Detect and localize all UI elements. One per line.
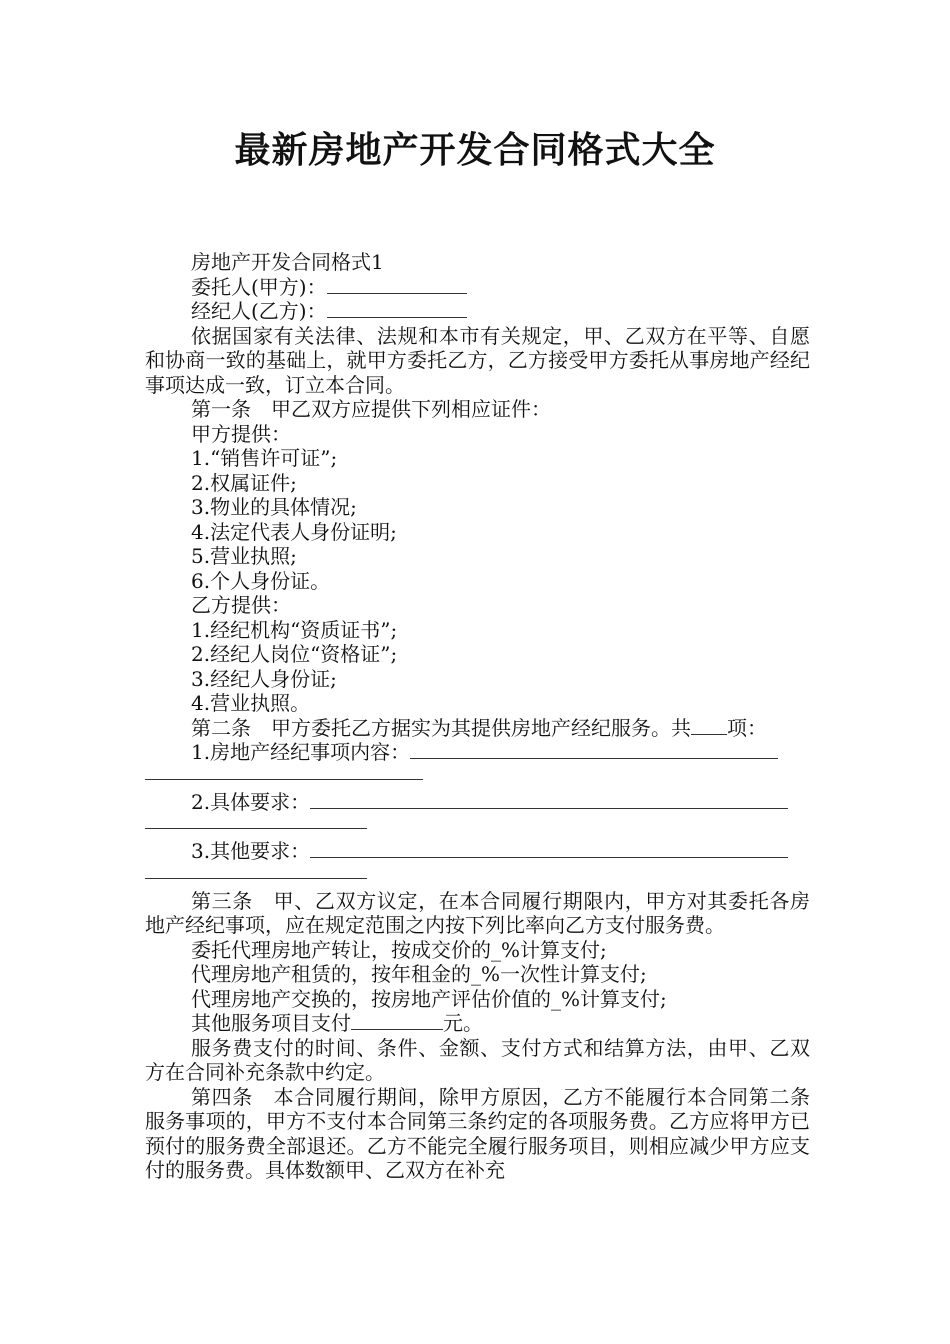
item-1-blank[interactable] [410, 741, 778, 759]
party-b-line: 经纪人(乙方)： [145, 299, 810, 324]
item-2-continuation-line[interactable] [145, 814, 367, 829]
item-1-continuation-line[interactable] [145, 765, 423, 780]
item-2-line: 2.具体要求： [145, 790, 810, 815]
item-3-continuation-line[interactable] [145, 864, 367, 879]
other-fee-blank[interactable] [351, 1012, 443, 1030]
article-2: 第二条 甲方委托乙方据实为其提供房地产经纪服务。共 项： [191, 715, 767, 740]
list-item: 2.权属证件; [191, 470, 297, 495]
list-item: 1.“销售许可证”; [191, 446, 338, 470]
party-a-blank[interactable] [327, 276, 467, 294]
intro-paragraph: 依据国家有关法律、法规和本市有关规定，甲、乙双方在平等、自愿和协商一致的基础上，就甲方委托乙方，乙方接受甲方委托从事房地产经纪事项达成一致，订立本合同。 [145, 323, 810, 397]
fee-item-other: 其他服务项目支付 元。 [191, 1011, 483, 1035]
item-3-line: 3.其他要求： [145, 839, 810, 864]
party-a-line: 委托人(甲方)： [145, 275, 810, 300]
party-b-provide-heading: 乙方提供： [191, 593, 291, 617]
article-4: 第四条 本合同履行期间，除甲方原因，乙方不能履行本合同第二条服务事项的，甲方不支付本合同第三条约定的各项服务费。乙方应将甲方已预付的服务费全部退还。乙方不能完全履行服务项目，则相应减少甲方应支付的服务费。具体数额甲、乙双方在补充 [145, 1084, 810, 1182]
item-count-blank[interactable] [691, 717, 727, 735]
document-title: 最新房地产开发合同格式大全 [234, 130, 716, 171]
fee-item: 代理房地产交换的，按房地产评估价值的_%计算支付; [191, 986, 667, 1011]
party-b-blank[interactable] [327, 300, 467, 318]
list-item: 4.营业执照。 [191, 691, 311, 715]
item-3-blank[interactable] [310, 840, 788, 858]
fee-item: 委托代理房地产转让，按成交价的_%计算支付; [191, 937, 607, 962]
item-2-blank[interactable] [310, 791, 788, 809]
list-item: 6.个人身份证。 [191, 568, 331, 593]
list-item: 2.经纪人岗位“资格证”; [191, 642, 398, 666]
list-item: 3.物业的具体情况; [191, 495, 357, 519]
list-item: 1.经纪机构“资质证书”; [191, 617, 398, 642]
article-1: 第一条 甲乙双方应提供下列相应证件： [191, 397, 551, 421]
list-item: 4.法定代表人身份证明; [191, 519, 397, 544]
list-item: 3.经纪人身份证; [191, 666, 337, 691]
party-a-provide-heading: 甲方提供： [191, 421, 291, 446]
document-body [145, 250, 810, 1183]
section-heading: 房地产开发合同格式1 [191, 250, 384, 274]
article-3: 第三条 甲、乙双方议定，在本合同履行期限内，甲方对其委托各房地产经纪事项，应在规定范围之内按下列比率向乙方支付服务费。 [145, 888, 810, 937]
fee-note: 服务费支付的时间、条件、金额、支付方式和结算方法，由甲、乙双方在合同补充条款中约定。 [145, 1035, 810, 1084]
item-1-line: 1.房地产经纪事项内容： [145, 740, 810, 765]
list-item: 5.营业执照; [191, 544, 297, 568]
fee-item: 代理房地产租赁的，按年租金的_%一次性计算支付; [191, 962, 647, 986]
